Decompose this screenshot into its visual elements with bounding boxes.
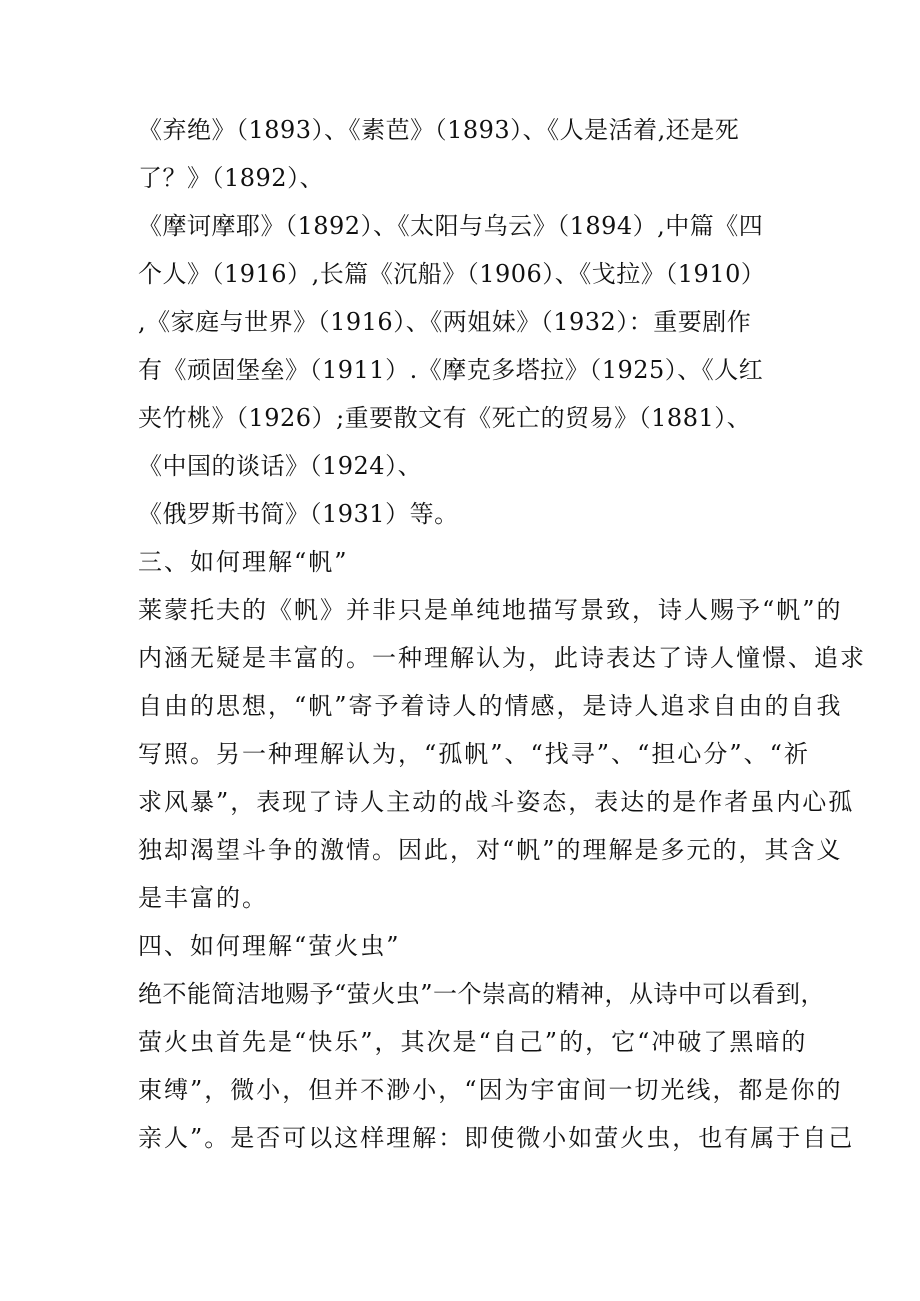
text-line: 自由的思想，“帆”寄予着诗人的情感，是诗人追求自由的自我 xyxy=(138,692,843,720)
text-line: 绝不能简洁地赐予“萤火虫”一个崇高的精神，从诗中可以看到， xyxy=(138,980,826,1008)
text-line: 有《顽固堡垒》（1911）.《摩克多塔拉》（1925）、《人红 xyxy=(138,356,764,384)
text-line: 独却渴望斗争的激情。因此，对“帆”的理解是多元的，其含义 xyxy=(138,836,843,864)
text-line: 夹竹桃》（1926）;重要散文有《死亡的贸易》（1881）、 xyxy=(138,404,752,432)
text-line: ,《家庭与世界》（1916）、《两姐妹》（1932）：重要剧作 xyxy=(138,308,752,336)
text-line: 个人》（1916）,长篇《沉船》（1906）、《戈拉》（1910） xyxy=(138,260,766,288)
text-line: 《俄罗斯书简》（1931）等。 xyxy=(138,500,459,528)
text-line: 内涵无疑是丰富的。一种理解认为，此诗表达了诗人憧憬、追求 xyxy=(138,644,866,672)
text-line: 《中国的谈话》（1924）、 xyxy=(138,452,423,480)
text-line: 《摩诃摩耶》（1892）、《太阳与乌云》（1894）,中篇《四 xyxy=(138,212,764,240)
text-line: 莱蒙托夫的《帆》并非只是单纯地描写景致，诗人赐予“帆”的 xyxy=(138,596,843,624)
section-heading-firefly: 四、如何理解“萤火虫” xyxy=(138,932,401,960)
text-line: 亲人”。是否可以这样理解：即使微小如萤火虫，也有属于自己 xyxy=(138,1124,855,1152)
text-line: 《弃绝》（1893）、《素芭》（1893）、《人是活着,还是死 xyxy=(138,116,740,144)
text-line: 求风暴”，表现了诗人主动的战斗姿态，表达的是作者虽内心孤 xyxy=(138,788,855,816)
text-line: 了？》（1892）、 xyxy=(138,164,325,192)
section-heading-sail: 三、如何理解“帆” xyxy=(138,548,349,576)
text-line: 束缚”，微小，但并不渺小，“因为宇宙间一切光线，都是你的 xyxy=(138,1076,843,1104)
text-line: 萤火虫首先是“快乐”，其次是“自己”的，它“冲破了黑暗的 xyxy=(138,1028,808,1056)
text-line: 写照。另一种理解认为，“孤帆”、“找寻”、“担心分”、“祈 xyxy=(138,740,810,768)
text-line: 是丰富的。 xyxy=(138,884,268,912)
